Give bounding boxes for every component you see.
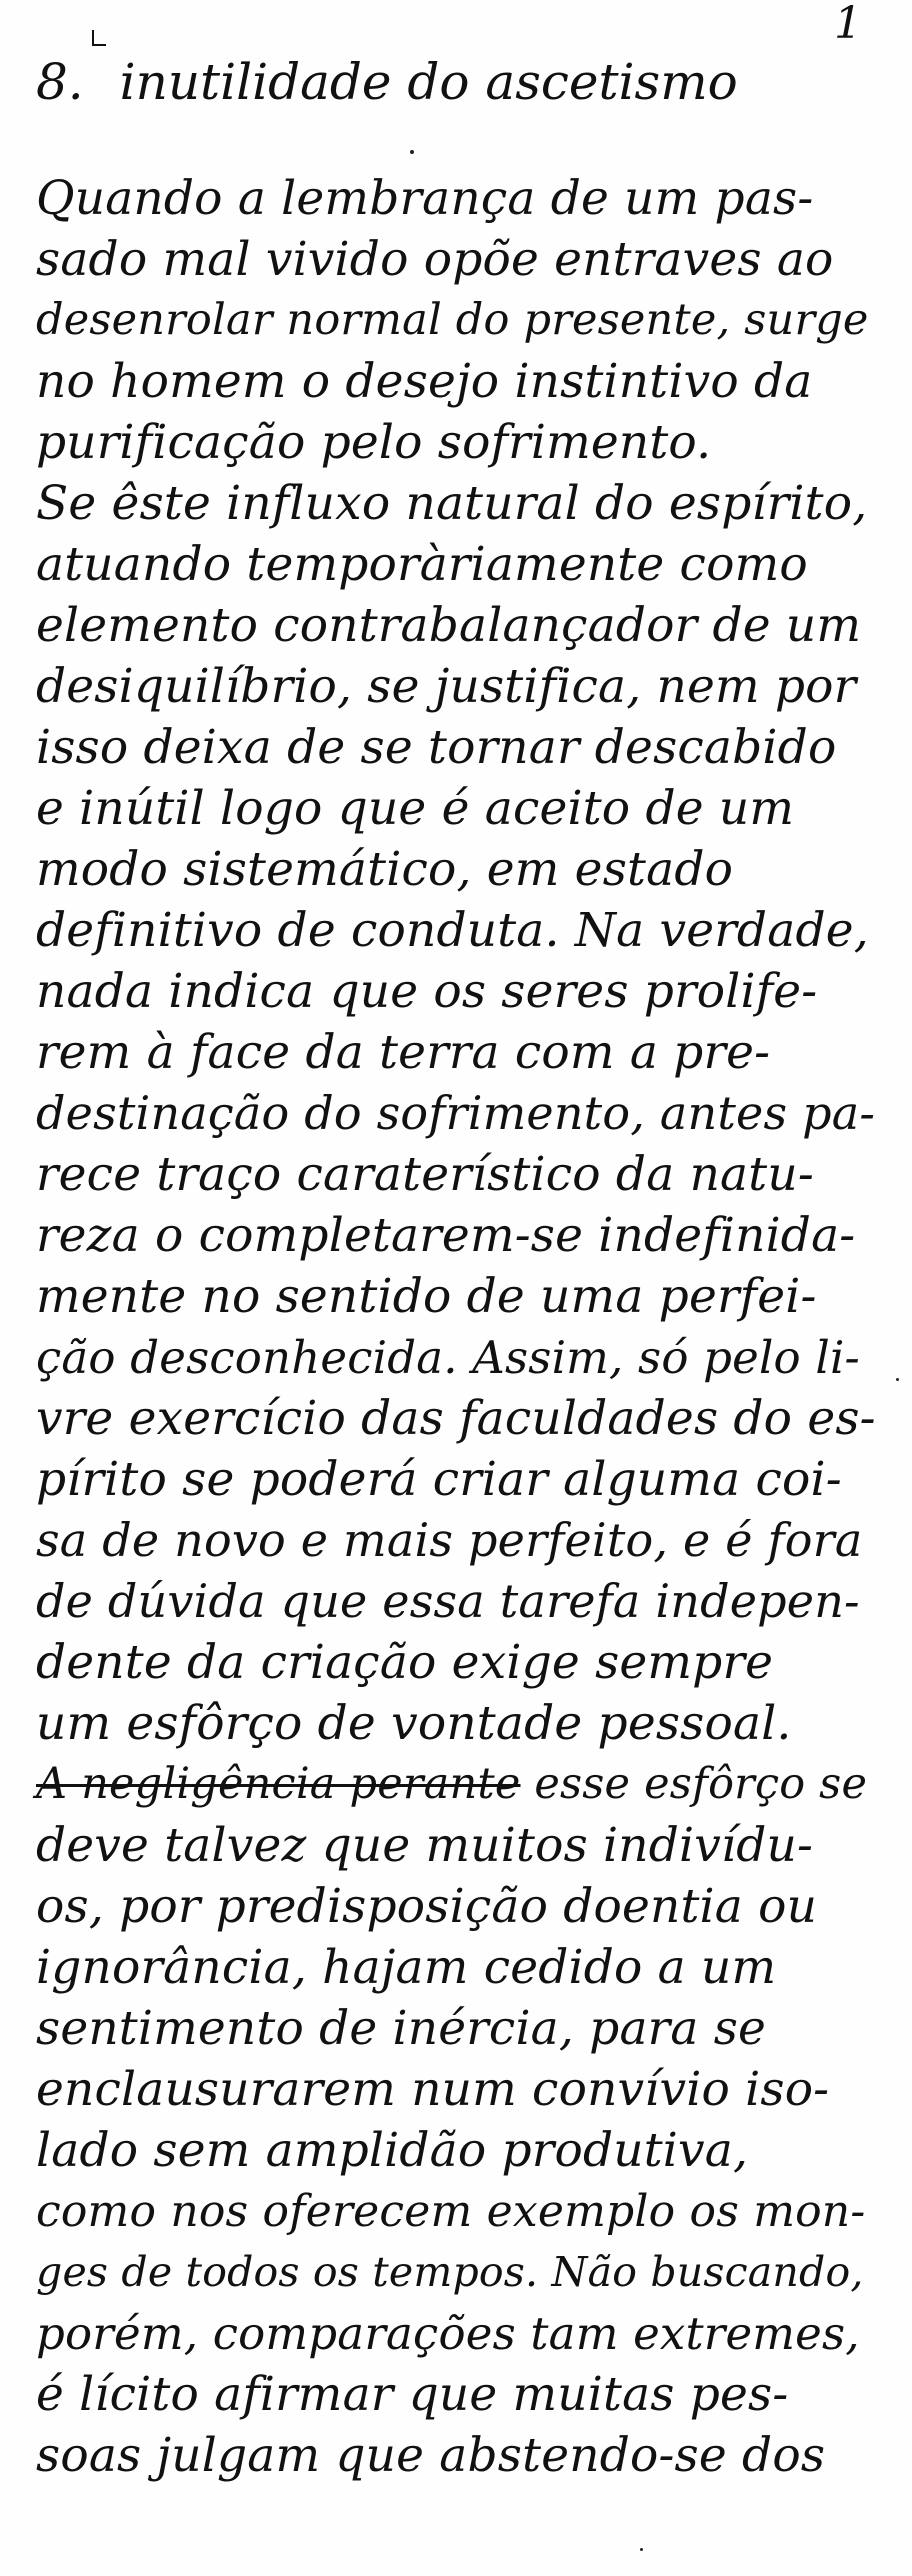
page-number: 1 xyxy=(834,0,862,49)
text-line: rem à face da terra com a pre- xyxy=(36,1025,771,1080)
text-line: enclausurarem num convívio iso- xyxy=(36,2062,830,2117)
text-line: como nos oferecem exemplo os mon- xyxy=(36,2186,866,2237)
text-line: Se êste influxo natural do espírito, xyxy=(36,476,868,531)
text-line-remainder: esse esfôrço se xyxy=(520,1759,868,1809)
text-line: deve talvez que muitos indivídu- xyxy=(36,1818,814,1873)
text-line: ção desconhecida. Assim, só pelo li- xyxy=(36,1331,860,1384)
text-line: de dúvida que essa tarefa indepen- xyxy=(36,1574,860,1628)
text-line: elemento contrabalançador de um xyxy=(36,598,862,653)
text-line: no homem o desejo instintivo da xyxy=(36,354,813,409)
text-line: vre exercício das faculdades do es- xyxy=(36,1391,876,1446)
text-line: modo sistemático, em estado xyxy=(36,842,734,897)
text-line: dente da criação exige sempre xyxy=(36,1635,774,1690)
text-line: os, por predisposição doentia ou xyxy=(36,1879,818,1934)
text-line: ges de todos os tempos. Não buscando, xyxy=(36,2248,864,2296)
text-line: soas julgam que abstendo-se dos xyxy=(36,2428,826,2483)
text-line: um esfôrço de vontade pessoal. xyxy=(36,1696,792,1751)
text-line: destinação do sofrimento, antes pa- xyxy=(36,1086,876,1140)
text-line: sa de novo e mais perfeito, e é fora xyxy=(36,1513,863,1567)
text-line-with-strikethrough xyxy=(36,1754,876,1815)
ink-speck xyxy=(640,2548,643,2551)
text-line: Quando a lembrança de um pas- xyxy=(36,171,814,226)
ink-speck xyxy=(410,150,414,154)
text-line: desiquilíbrio, se justifica, nem por xyxy=(36,659,857,714)
text-line: reza o completarem-se indefinida- xyxy=(36,1208,856,1263)
text-line: purificação pelo sofrimento. xyxy=(36,415,712,470)
section-title-text: inutilidade do ascetismo xyxy=(119,53,738,111)
text-line: porém, comparações tam extremes, xyxy=(36,2307,860,2360)
text-line: e inútil logo que é aceito de um xyxy=(36,781,795,836)
manuscript-body xyxy=(36,168,876,2486)
text-line: sado mal vivido opõe entraves ao xyxy=(36,232,834,287)
text-line: atuando temporàriamente como xyxy=(36,537,808,592)
text-line: rece traço caraterístico da natu- xyxy=(36,1147,814,1202)
margin-tick-mark xyxy=(92,30,94,46)
text-line: desenrolar normal do presente, surge xyxy=(36,295,869,345)
text-line: pírito se poderá criar alguma coi- xyxy=(36,1452,842,1507)
text-line: mente no sentido de uma perfei- xyxy=(36,1269,817,1324)
text-line: nada indica que os seres prolife- xyxy=(36,964,818,1019)
section-number: 8. xyxy=(36,53,84,111)
text-line: ignorância, hajam cedido a um xyxy=(36,1940,777,1995)
text-line: sentimento de inércia, para se xyxy=(36,2001,767,2056)
text-line: isso deixa de se tornar descabido xyxy=(36,720,837,775)
text-line: definitivo de conduta. Na verdade, xyxy=(36,903,869,958)
ink-speck xyxy=(896,1378,899,1381)
section-title xyxy=(36,52,872,112)
struck-out-text: A negligência perante xyxy=(36,1759,521,1809)
text-line: lado sem amplidão produtiva, xyxy=(36,2123,749,2178)
text-line: é lícito afirmar que muitas pes- xyxy=(36,2367,789,2422)
